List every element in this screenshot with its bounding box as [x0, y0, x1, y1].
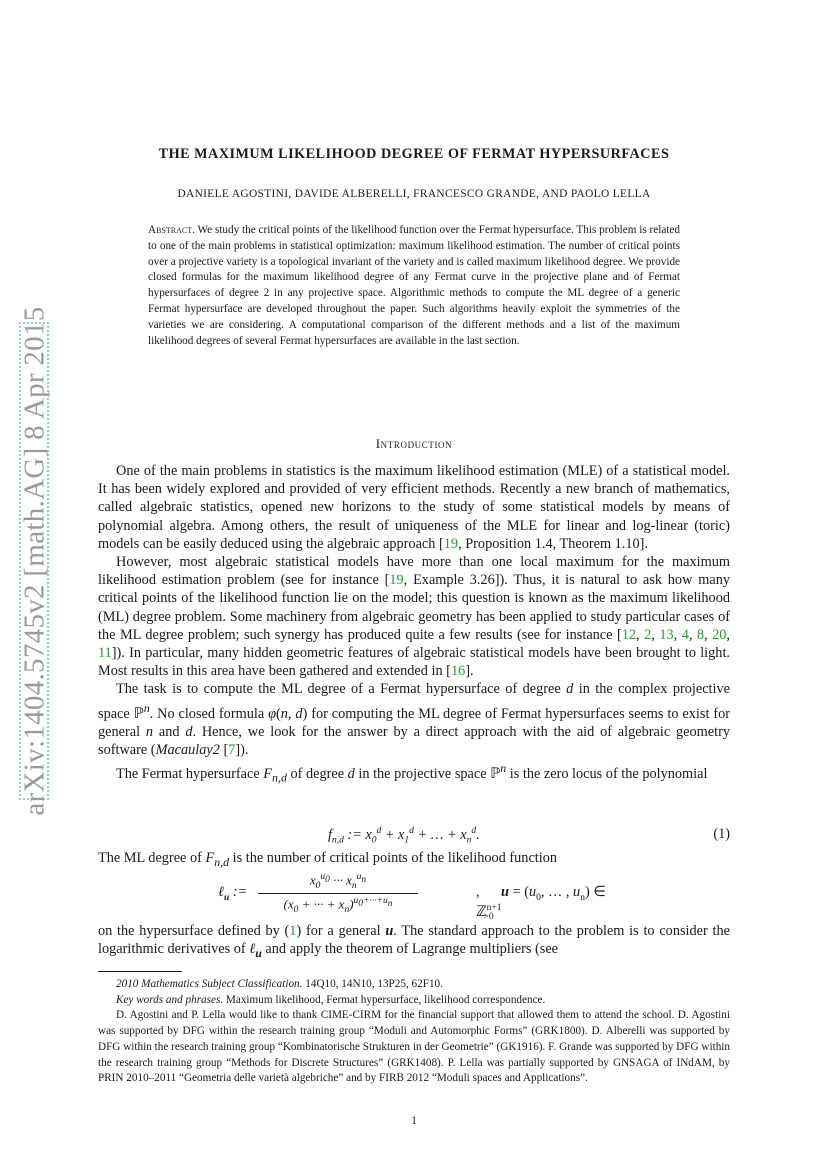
- paragraph-4-text-c: in the projective space: [354, 765, 491, 782]
- paragraph-3-text-f: . Hence, we look for the answer by a direct approach with the aid of algebraic geometry software (: [98, 723, 730, 758]
- section-heading-introduction: Introduction: [375, 436, 453, 451]
- paper-authors: DANIELE AGOSTINI, DAVIDE ALBERELLI, FRANCESCO GRANDE, AND PAOLO LELLA: [177, 188, 651, 200]
- paper-title: THE MAXIMUM LIKELIHOOD DEGREE OF FERMAT HYPERSURFACES: [158, 146, 670, 162]
- paragraph-2-text-b: , Example 3.26]). Thus, it is natural to ask how many critical points of the likelihood function lie on the model; this question is known as the maximum likelihood (ML) degree problem. Some machinery from algebraic geometry has been applied to study particular cases of the ML degree problem; such synergy has produced quite a few results (see for instance [: [98, 572, 730, 643]
- footnote-rule: [98, 971, 182, 972]
- citation-link-19b[interactable]: 19: [389, 572, 404, 589]
- paragraph-3-text-e: and: [153, 723, 186, 740]
- citation-link-12[interactable]: 12: [621, 626, 637, 643]
- footnote-keywords-text: Maximum likelihood, Fermat hypersurface, likelihood correspondence.: [225, 993, 546, 1006]
- equation-ref-1[interactable]: 1: [289, 923, 297, 939]
- paragraph-3-text-d: for computing the ML degree of Fermat hypersurfaces seems to exist for general: [98, 705, 730, 740]
- paragraph-1-text-b: , Proposition 1.4, Theorem 1.10].: [458, 535, 649, 552]
- footnote-keywords-label: Key words and phrases.: [116, 993, 224, 1006]
- equation-2-lhs: ℓ$_u$ :=: [218, 884, 248, 903]
- citation-link-11[interactable]: 11: [98, 645, 112, 662]
- footnote-keywords: [98, 993, 730, 1009]
- footnote-msc-label: 2010 Mathematics Subject Classification.: [116, 978, 303, 990]
- equation-2: [98, 872, 730, 923]
- paragraph-3-text-b: in the complex projective space: [98, 681, 730, 722]
- software-name: Macaulay2: [155, 741, 220, 758]
- citation-link-13[interactable]: 13: [659, 626, 674, 643]
- arxiv-stamp-text: arXiv:1404.5745v2 [math.AG] 8 Apr 2015: [18, 306, 51, 816]
- paragraph-3-text-a: The task is to compute the ML degree of a Fermat hypersurface of degree: [116, 681, 567, 698]
- citation-link-20[interactable]: 20: [712, 626, 727, 643]
- paragraph-4-text-d: is the zero locus of the polynomial: [506, 765, 708, 782]
- equation-1: [98, 826, 730, 846]
- arxiv-stamp: [9, 0, 61, 1172]
- footnote-msc: [98, 977, 730, 993]
- paragraph-4-text-b: of degree: [286, 765, 348, 782]
- equation-1-formula: $f_{n,d}$ := $x_0^d + x_1^d$ + … + $x_n^d$.: [328, 826, 480, 846]
- paragraph-4: The Fermat hypersurface $F_{n,d}$ of degree d in the projective space ℙ$^n$ is the zero locus of the polynomial: [116, 761, 708, 785]
- page-number: 1: [411, 1115, 417, 1127]
- line-after-equation-1: The ML degree of $F_{n,d}$ is the number of critical points of the likelihood function: [98, 850, 558, 869]
- paragraph-2-text-d: ].: [465, 663, 474, 680]
- equation-2-fraction: [258, 872, 418, 915]
- abstract-text: We study the critical points of the likelihood function over the Fermat hypersurface. This problem is related to one of the main problems in statistical optimization: maximum likelihood estimation. The number of critical points over a projective variety is a topological invariant of the variety and is called maximum likelihood degree. We provide closed formulas for the maximum likelihood degree of any Fermat curve in the projective plane and of Fermat hypersurfaces of degree 2 in any projective space. Algorithmic methods to compute the ML degree of a generic Fermat hypersurface are developed throughout the paper. Such algorithms heavily exploit the symmetries of the varieties we are considering. A computational comparison of the different methods and a list of the maximum likelihood degrees of several Fermat hypersurfaces are available in the last section.: [148, 224, 680, 347]
- footnote-acknowledgements: D. Agostini and P. Lella would like to thank CIME-CIRM for the financial support that allowed them to attend the school. D. Agostini was supported by DFG within the research training group “Moduli and Automorphic Forms” (GRK1800). D. Alberelli was supported by DFG within the research training group “Kombinatorische Strukturen in der Geometrie” (GK1916). F. Grande was supported by DFG within the research training group “Methods for Discrete Structures” (GRK1408). P. Lella was partially supported by GNSAGA of INdAM, by PRIN 2010–2011 “Geometria delle varietà algebriche” and by FIRB 2012 “Moduli spaces and Applications”.: [98, 1009, 730, 1085]
- paragraph-3-text-c: . No closed formula: [149, 705, 269, 722]
- citation-link-19[interactable]: 19: [443, 535, 459, 552]
- equation-2-denominator: ($x_0$ + ··· + $x_n)^{u_0+\cdot\cdot\cdot+u_n}$: [283, 895, 393, 915]
- equation-1-number: (1): [713, 826, 730, 842]
- footnotes: [98, 977, 730, 1087]
- citation-link-4[interactable]: 4: [681, 626, 689, 643]
- equation-2-rhs: , $u = (u_0$, … , $u_n$) ∈ ℤ$^{n+1}_{>0}$: [476, 884, 606, 923]
- paragraph-2: However, most algebraic statistical models have more than one local maximum for the maximum likelihood estimation problem (see for instance [19, Example 3.26]). Thus, it is natural to ask how many critical points of the likelihood function lie on the model; this question is known as the maximum likelihood (ML) degree problem. Some machinery from algebraic geometry has been applied to study particular cases of the ML degree problem; such synergy has produced quite a few results (see for instance [12, 2, 13, 4, 8, 20, 11]). In particular, many hidden geometric features of algebraic statistical models have been brought to light. Most results in this area have been gathered and extended in [16].: [98, 554, 730, 680]
- introduction-body: [98, 462, 730, 787]
- paragraph-3: The task is to compute the ML degree of a Fermat hypersurface of degree d in the complex projective space ℙ$^n$. No closed formula φ(n, d) for computing the ML degree of Fermat hypersurfaces seems to exist for general n and d. Hence, we look for the answer by a direct approach with the aid of algebraic geometry software (Macaulay2 [7]).: [98, 681, 730, 758]
- paragraph-3-text-g: ]).: [235, 741, 249, 758]
- citation-link-2[interactable]: 2: [644, 626, 652, 643]
- paragraph-5: on the hypersurface defined by (1) for a general u. The standard approach to the problem is to consider the logarithmic derivatives of ℓ$_u$ and apply the theorem of Lagrange multipliers (see: [98, 923, 730, 961]
- paragraph-1-text-a: One of the main problems in statistics is the maximum likelihood estimation (MLE) of a statistical model. It has been widely explored and provided of very efficient methods. Recently a new branch of mathematics, called algebraic statistics, opened new horizons to the study of some statistical models by means of polynomial algebra. Among others, the result of uniqueness of the MLE for linear and log-linear (toric) models can be easily deduced using the algebraic approach [: [98, 463, 730, 552]
- citation-link-16[interactable]: 16: [450, 663, 466, 680]
- abstract-label: Abstract.: [148, 224, 195, 236]
- citation-link-8[interactable]: 8: [696, 626, 705, 643]
- paragraph-1: [98, 462, 730, 553]
- footnote-msc-text: 14Q10, 14N10, 13P25, 62F10.: [305, 978, 443, 990]
- equation-2-numerator: $x_0^{u_0}$ ··· $x_n^{u_n}$: [258, 872, 418, 894]
- paragraph-2-text-a: However, most algebraic statistical models have more than one local maximum for the maximum likelihood estimation problem (see for instance [: [98, 554, 730, 589]
- paragraph-2-text-c: ]). In particular, many hidden geometric features of algebraic statistical models have been brought to light. Most results in this area have been gathered and extended in [: [98, 645, 730, 680]
- abstract: [148, 223, 680, 349]
- citation-link-7[interactable]: 7: [228, 741, 236, 758]
- paragraph-4-text-a: The Fermat hypersurface: [116, 765, 264, 782]
